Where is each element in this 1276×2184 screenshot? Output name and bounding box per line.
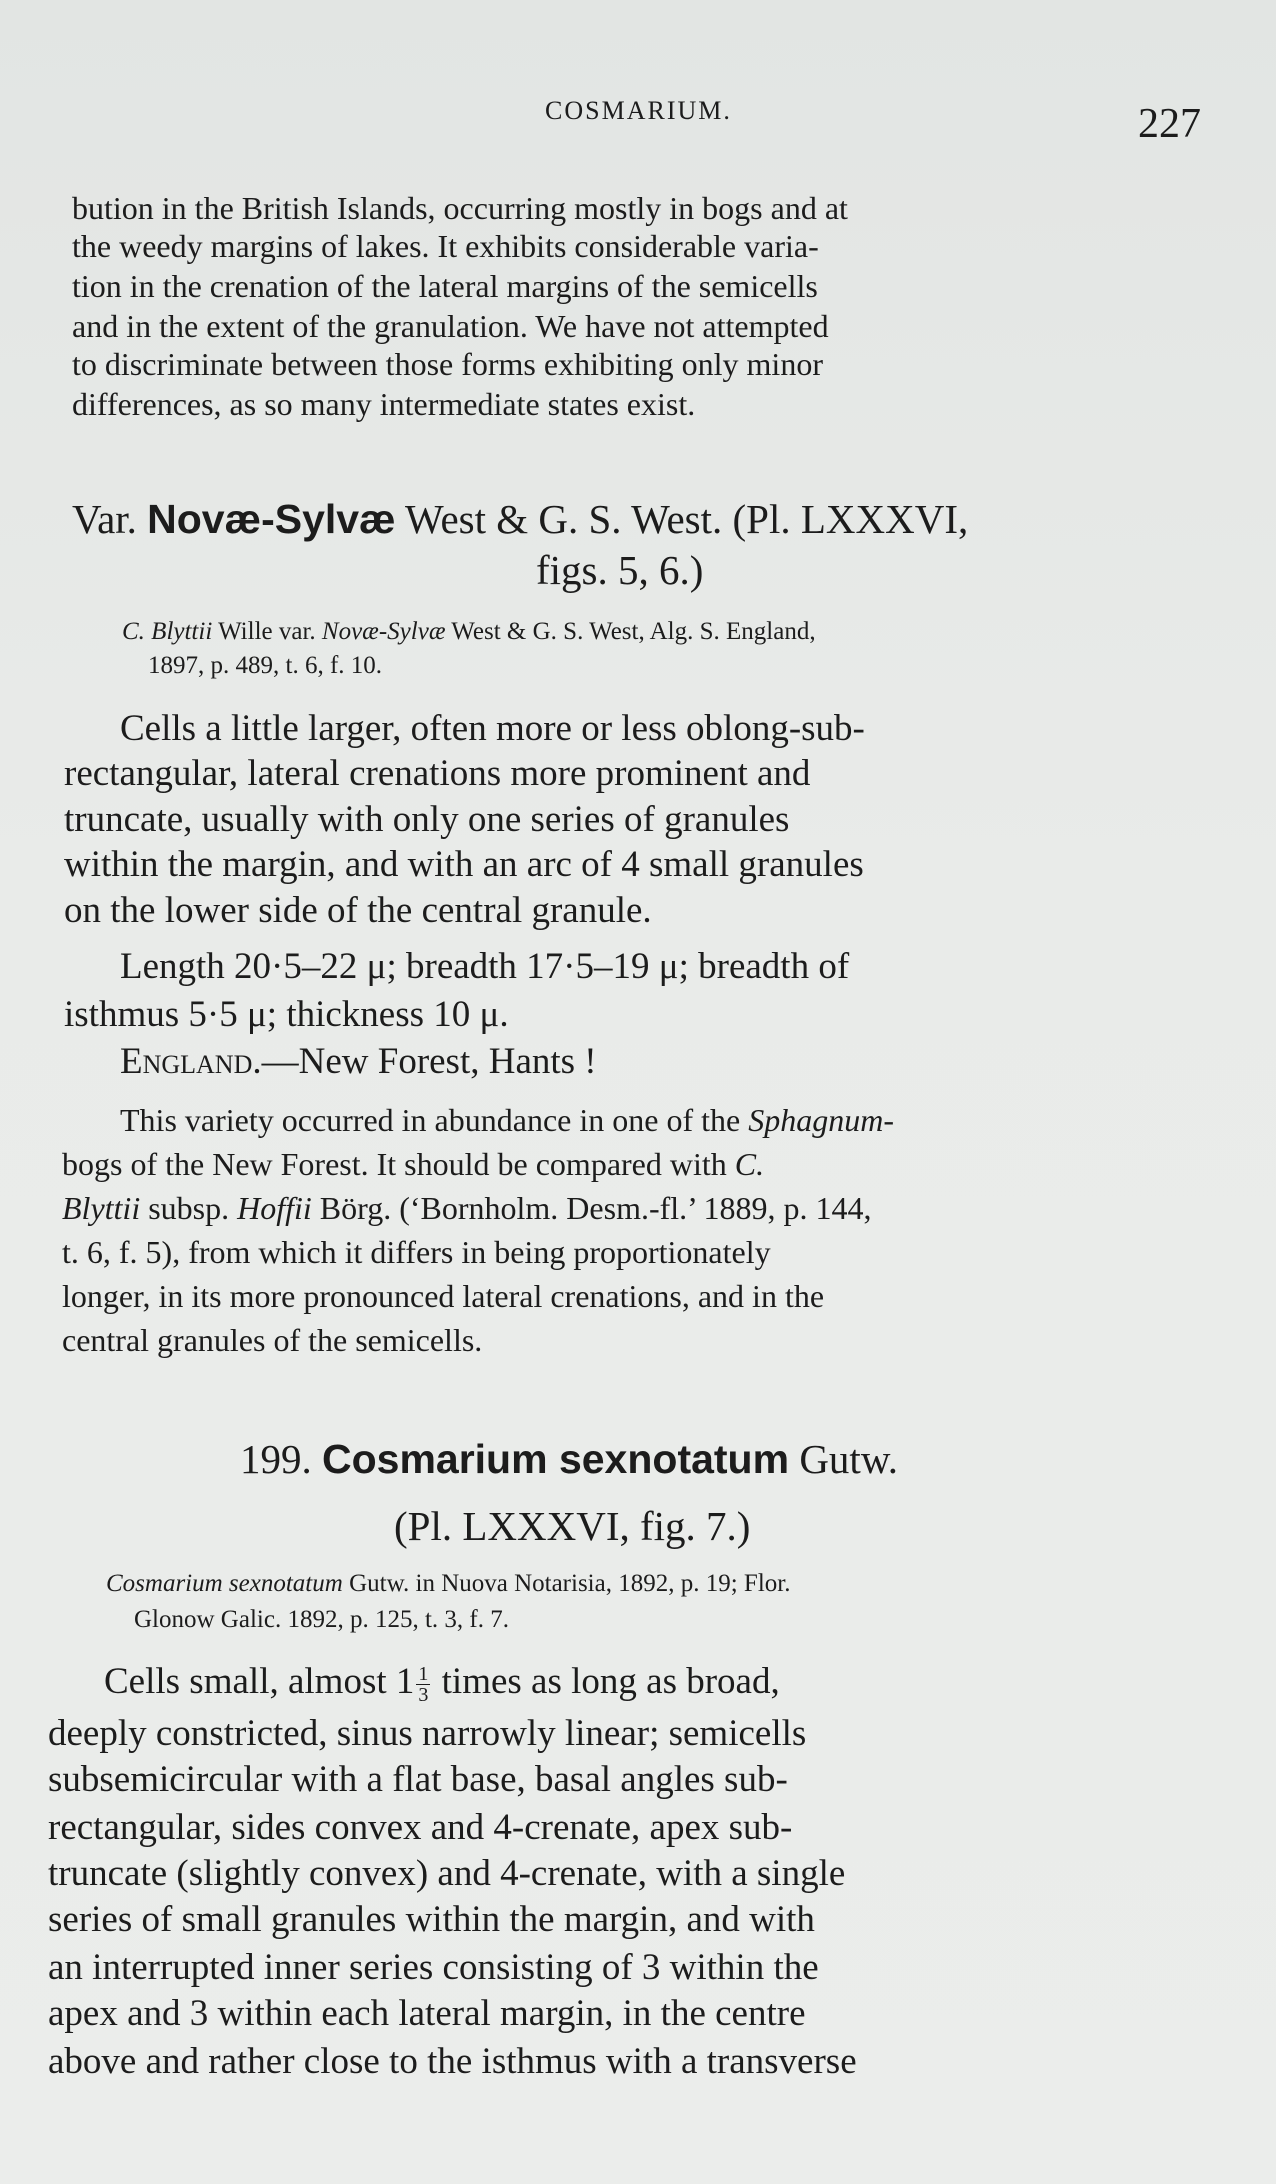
text-line: truncate (slightly convex) and 4-crenate, with a single xyxy=(48,1853,846,1894)
note-text: subsp. xyxy=(140,1190,238,1226)
text-line: above and rather close to the isthmus with a transverse xyxy=(48,2041,857,2082)
text-line: series of small granules within the margin, and with xyxy=(48,1899,815,1940)
synonym-italic: Novæ-Sylvæ xyxy=(321,618,446,645)
text-line: bution in the British Islands, occurring mostly in bogs and at xyxy=(72,190,848,226)
page-number: 227 xyxy=(1138,101,1201,147)
fraction: $\frac{1}{3}$ xyxy=(418,1663,429,1707)
text-line: differences, as so many intermediate states exist. xyxy=(72,386,696,422)
note-line: longer, in its more pronounced lateral crenations, and in the xyxy=(62,1278,825,1314)
note-italic: Blyttii xyxy=(62,1190,141,1226)
synonym-italic: Cosmarium sexnotatum xyxy=(106,1570,343,1597)
note-italic: Sphagnum- xyxy=(748,1102,894,1138)
text-line: within the margin, and with an arc of 4 small granules xyxy=(64,844,864,885)
note-italic: Hoffii xyxy=(237,1190,312,1226)
text-line: apex and 3 within each lateral margin, in the centre xyxy=(48,1993,806,2034)
synonym-text: Gutw. in Nuova Notarisia, 1892, p. 19; Flor. xyxy=(342,1570,791,1597)
text-line: on the lower side of the central granule. xyxy=(64,890,652,931)
species-number: 199. xyxy=(240,1436,312,1482)
variety-heading-line2: figs. 5, 6.) xyxy=(536,547,704,593)
note-line: central granules of the semicells. xyxy=(62,1322,483,1358)
synonym-line: 1897, p. 489, t. 6, f. 10. xyxy=(148,652,383,679)
text-line: truncate, usually with only one series of granules xyxy=(64,799,790,840)
locality-rest: —New Forest, Hants ! xyxy=(261,1041,597,1082)
text-fragment: Cells small, almost 1 xyxy=(104,1661,415,1702)
text-fragment: times as long as broad, xyxy=(432,1661,780,1702)
synonym-italic: C. Blyttii xyxy=(122,618,213,645)
measurements-line: Length 20·5–22 μ; breadth 17·5–19 μ; breadth of xyxy=(120,946,850,987)
variety-heading-rest: West & G. S. West. (Pl. LXXXVI, xyxy=(405,496,969,542)
species-name: Cosmarium sexnotatum xyxy=(322,1436,790,1482)
text-line: deeply constricted, sinus narrowly linear; semicells xyxy=(48,1713,807,1754)
text-line: to discriminate between those forms exhibiting only minor xyxy=(72,346,823,382)
text-line: subsemicircular with a flat base, basal angles sub- xyxy=(48,1759,788,1800)
text-line: rectangular, sides convex and 4-crenate, apex sub- xyxy=(48,1807,793,1848)
species-author: Gutw. xyxy=(799,1436,899,1482)
note-text: bogs of the New Forest. It should be compared with xyxy=(62,1146,735,1182)
text-line: the weedy margins of lakes. It exhibits considerable varia- xyxy=(72,228,819,264)
species-plate: (Pl. LXXXVI, fig. 7.) xyxy=(394,1503,751,1549)
text-line: an interrupted inner series consisting of 3 within the xyxy=(48,1947,819,1988)
variety-name: Novæ-Sylvæ xyxy=(147,496,396,542)
text-line: tion in the crenation of the lateral margins of the semicells xyxy=(72,268,818,304)
synonym-text: West & G. S. West, Alg. S. England, xyxy=(445,618,816,645)
running-head: COSMARIUM. xyxy=(545,96,732,125)
text-line: Cells a little larger, often more or less oblong-sub- xyxy=(120,708,865,749)
locality-line xyxy=(120,1040,597,1083)
note-text: This variety occurred in abundance in one of the xyxy=(120,1102,749,1138)
text-line: and in the extent of the granulation. We have not attempted xyxy=(72,308,829,344)
note-italic: C. xyxy=(734,1146,765,1182)
measurements-line: isthmus 5·5 μ; thickness 10 μ. xyxy=(64,994,509,1035)
text-line: rectangular, lateral crenations more prominent and xyxy=(64,753,811,794)
locality-region: England. xyxy=(120,1041,262,1082)
variety-prefix: Var. xyxy=(72,496,137,542)
synonym-line: Glonow Galic. 1892, p. 125, t. 3, f. 7. xyxy=(134,1606,509,1633)
note-text: Börg. (‘Bornholm. Desm.-fl.’ 1889, p. 144, xyxy=(311,1190,872,1226)
synonym-text: Wille var. xyxy=(212,618,322,645)
note-line: t. 6, f. 5), from which it differs in being proportionately xyxy=(62,1234,771,1270)
